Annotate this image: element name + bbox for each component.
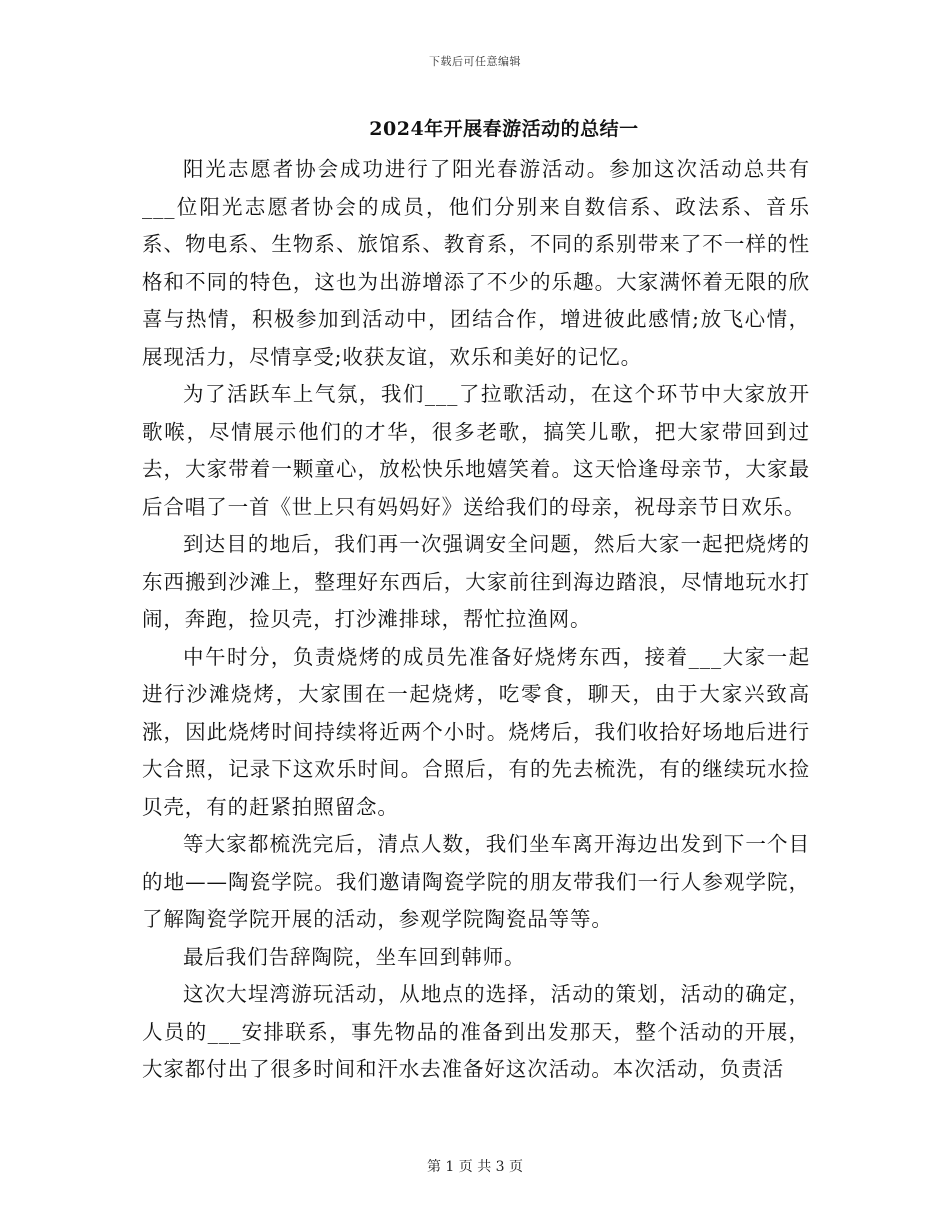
page-header: 下载后可任意编辑 [429,55,521,68]
document-body [142,151,810,1089]
paragraph-3: 到达目的地后，我们再一次强调安全问题，然后大家一起把烧烤的东西搬到沙滩上，整理好东西后，大家前往到海边踏浪，尽情地玩水打闹，奔跑，捡贝壳，打沙滩排球，帮忙拉渔网。 [142,532,810,631]
paragraph-5: 等大家都梳洗完后，清点人数，我们坐车离开海边出发到下一个目的地——陶瓷学院。我们邀请陶瓷学院的朋友带我们一行人参观学院，了解陶瓷学院开展的活动，参观学院陶瓷品等等。 [142,832,810,931]
paragraph-1: 阳光志愿者协会成功进行了阳光春游活动。参加这次活动总共有___位阳光志愿者协会的成员，他们分别来自数信系、政法系、音乐系、物电系、生物系、旅馆系、教育系，不同的系别带来了不一样的性格和不同的特色，这也为出游增添了不少的乐趣。大家满怀着无限的欣喜与热情，积极参加到活动中，团结合作，增进彼此感情;放飞心情，展现活力，尽情享受;收获友谊，欢乐和美好的记忆。 [142,157,810,369]
document-title: 2024年开展春游活动的总结一 [369,118,639,140]
paragraph-7: 这次大埕湾游玩活动，从地点的选择，活动的策划，活动的确定，人员的___安排联系，事先物品的准备到出发那天，整个活动的开展，大家都付出了很多时间和汗水去准备好这次活动。本次活动，负责活 [142,982,810,1081]
paragraph-6: 最后我们告辞陶院，坐车回到韩师。 [183,944,526,969]
paragraph-4: 中午时分，负责烧烤的成员先准备好烧烤东西，接着___大家一起进行沙滩烧烤，大家围在一起烧烤，吃零食，聊天，由于大家兴致高涨，因此烧烤时间持续将近两个小时。烧烤后，我们收拾好场地后进行大合照，记录下这欢乐时间。合照后，有的先去梳洗，有的继续玩水捡贝壳，有的赶紧拍照留念。 [142,644,810,819]
page-number: 第 1 页 共 3 页 [426,1159,524,1175]
paragraph-2: 为了活跃车上气氛，我们___了拉歌活动，在这个环节中大家放开歌喉，尽情展示他们的才华，很多老歌，搞笑儿歌，把大家带回到过去，大家带着一颗童心，放松快乐地嬉笑着。这天恰逢母亲节，大家最后合唱了一首《世上只有妈妈好》送给我们的母亲，祝母亲节日欢乐。 [142,382,810,519]
